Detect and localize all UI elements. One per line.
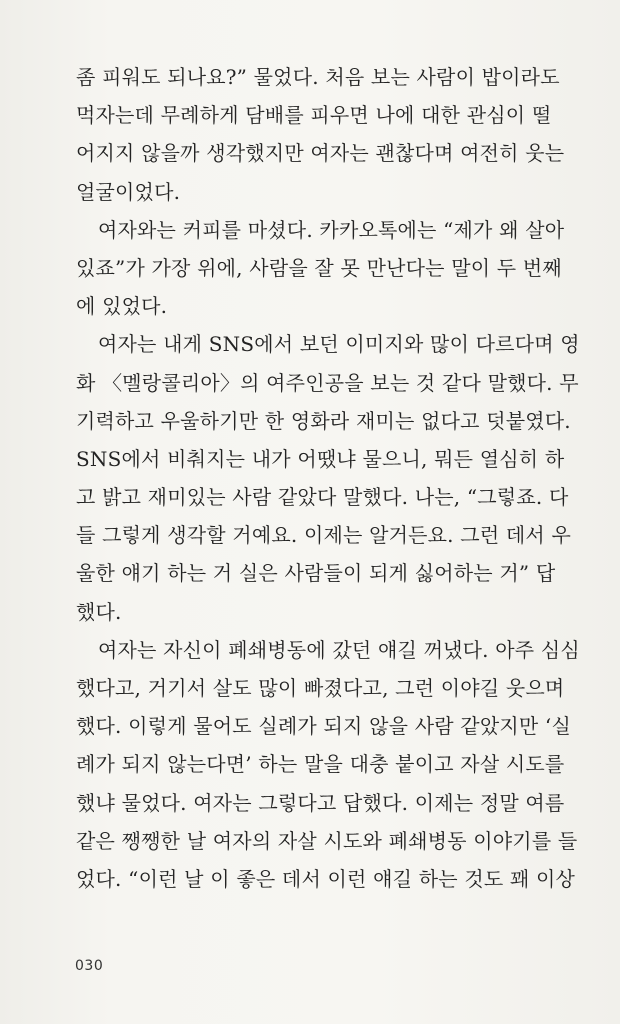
paragraph <box>76 58 584 211</box>
text-line: 에 있었다. <box>76 294 168 319</box>
text-line: 했다. 이렇게 물어도 실례가 되지 않을 사람 같았지만 ‘실 <box>76 714 572 739</box>
text-line: 화 〈멜랑콜리아〉의 여주인공을 보는 것 같다 말했다. 무 <box>76 370 579 395</box>
paragraph <box>76 325 584 631</box>
text-line: 같은 쨍쨍한 날 여자의 자살 시도와 폐쇄병동 이야기를 들 <box>76 828 578 853</box>
text-line: 여자는 자신이 폐쇄병동에 갔던 얘길 꺼냈다. 아주 심심 <box>98 637 580 662</box>
text-line: 여자는 내게 SNS에서 보던 이미지와 많이 다르다며 영 <box>98 332 580 357</box>
text-line: 었다. “이런 날 이 좋은 데서 이런 얘길 하는 것도 꽤 이상 <box>76 866 576 891</box>
page-number: 030 <box>75 958 104 974</box>
text-line: 했다. <box>76 599 122 624</box>
paragraph <box>76 631 584 898</box>
text-line: 먹자는데 무례하게 담배를 피우면 나에 대한 관심이 떨 <box>76 103 552 128</box>
text-line: 했냐 물었다. 여자는 그렇다고 답했다. 이제는 정말 여름 <box>76 790 565 815</box>
body-text <box>76 58 584 898</box>
text-line: 울한 얘기 하는 거 실은 사람들이 되게 싫어하는 거” 답 <box>76 561 556 586</box>
paragraph <box>76 211 584 326</box>
text-line: 고 밝고 재미있는 사람 같았다 말했다. 나는, “그렇죠. 다 <box>76 485 569 510</box>
text-line: 있죠”가 가장 위에, 사람을 잘 못 만난다는 말이 두 번째 <box>76 255 562 280</box>
text-line: 례가 되지 않는다면’ 하는 말을 대충 붙이고 자살 시도를 <box>76 752 565 777</box>
text-line: SNS에서 비춰지는 내가 어땠냐 물으니, 뭐든 열심히 하 <box>76 446 565 471</box>
text-line: 여자와는 커피를 마셨다. 카카오톡에는 “제가 왜 살아 <box>98 217 565 242</box>
text-line: 얼굴이었다. <box>76 179 181 204</box>
text-line: 들 그렇게 생각할 거예요. 이제는 알거든요. 그런 데서 우 <box>76 523 572 548</box>
text-line: 좀 피워도 되나요?” 물었다. 처음 보는 사람이 밥이라도 <box>76 65 560 89</box>
text-line: 했다고, 거기서 살도 많이 빠졌다고, 그런 이야길 웃으며 <box>76 676 565 700</box>
text-line: 어지지 않을까 생각했지만 여자는 괜찮다며 여전히 웃는 <box>76 141 565 166</box>
text-line: 기력하고 우울하기만 한 영화라 재미는 없다고 덧붙였다. <box>76 408 571 433</box>
